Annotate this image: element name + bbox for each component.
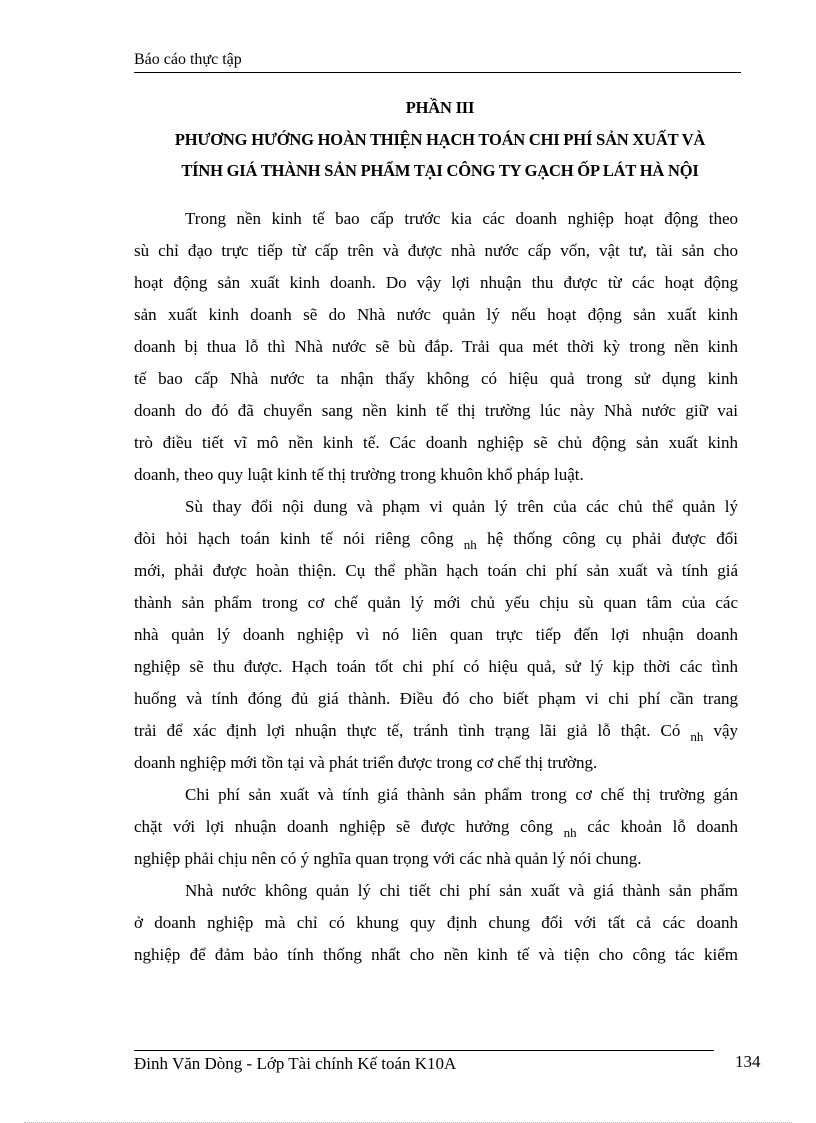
body-line: tế bao cấp Nhà nước ta nhận thấy không có hiệu quả trong sử dụng kinh xyxy=(134,369,738,388)
body-line: huống và tính đóng đủ giá thành. Điều đó cho biết phạm vi chi phí cần trang xyxy=(134,689,738,708)
body-line: sản xuất kinh doanh sẽ do Nhà nước quản lý nếu hoạt động sản xuất kinh xyxy=(134,305,738,324)
body-line-part: hệ thống công cụ phải được đổi xyxy=(487,529,739,548)
part-heading: PHẦN III xyxy=(405,98,475,117)
body-line: nghiệp để đảm bảo tính thống nhất cho nền kinh tế và tiện cho công tác kiểm xyxy=(134,945,738,964)
body-line: doanh, theo quy luật kinh tế thị trường trong khuôn khổ pháp luật. xyxy=(134,465,584,484)
body-line xyxy=(134,529,739,552)
body-line xyxy=(134,721,739,744)
body-line: nghiệp phải chịu nên có ý nghĩa quan trọng với các nhà quản lý nói chung. xyxy=(134,849,642,868)
body-line-part: trải để xác định lợi nhuận thực tế, tránh tình trạng lãi giả lỗ thật. Có xyxy=(134,721,681,740)
chapter-title-line-1: PHƯƠNG HƯỚNG HOÀN THIỆN HẠCH TOÁN CHI PHÍ SẢN XUẤT VÀ xyxy=(174,130,706,149)
body-line: Chi phí sản xuất và tính giá thành sản phẩm trong cơ chế thị trường gán xyxy=(185,785,738,804)
body-line: Trong nền kinh tế bao cấp trước kia các doanh nghiệp hoạt động theo xyxy=(185,209,738,228)
running-header: Báo cáo thực tập xyxy=(134,50,741,73)
body-line: doanh do đó đã chuyển sang nền kinh tế thị trường lúc này Nhà nước giữ vai xyxy=(134,401,738,420)
body-line: hoạt động sản xuất kinh doanh. Do vậy lợi nhuận thu được từ các hoạt động xyxy=(134,273,738,292)
footer-divider xyxy=(134,1050,714,1051)
body-line: nghiệp sẽ thu được. Hạch toán tốt chi phí có hiệu quả, sử lý kịp thời các tình xyxy=(134,657,738,676)
body-line: mới, phải được hoàn thiện. Cụ thể phần hạch toán chi phí sản xuất và tính giá xyxy=(134,561,738,580)
body-line: doanh bị thua lỗ thì Nhà nước sẽ bù đắp. Trải qua mét thời kỳ trong nền kinh xyxy=(134,337,738,356)
body-line-part: đòi hỏi hạch toán kinh tế nói riêng công xyxy=(134,529,454,548)
body-line: thành sản phẩm trong cơ chế quản lý mới chủ yếu chịu sù quan tâm của các xyxy=(134,593,738,612)
body-line-part: các khoản lỗ doanh xyxy=(587,817,739,836)
body-line-part: vậy xyxy=(713,721,739,740)
footer-author: Đinh Văn Dòng - Lớp Tài chính Kế toán K10A xyxy=(134,1054,457,1073)
chapter-title-line-2: TÍNH GIÁ THÀNH SẢN PHẨM TẠI CÔNG TY GẠCH ỐP LÁT HÀ NỘI xyxy=(181,161,699,180)
body-line: trò điều tiết vĩ mô nền kinh tế. Các doanh nghiệp sẽ chủ động sản xuất kinh xyxy=(134,433,738,452)
subscript-fragment: nh xyxy=(463,537,477,552)
body-line: Nhà nước không quản lý chi tiết chi phí sản xuất và giá thành sản phẩm xyxy=(185,881,738,900)
body-line xyxy=(134,817,739,840)
page-number: 134 xyxy=(735,1052,761,1071)
body-line: doanh nghiệp mới tồn tại và phát triển được trong cơ chế thị trường. xyxy=(134,753,598,772)
body-line: ở doanh nghiệp mà chỉ có khung quy định chung đối với tất cả các doanh xyxy=(134,913,738,932)
body-line: sù chỉ đạo trực tiếp từ cấp trên và được nhà nước cấp vốn, vật tư, tài sản cho xyxy=(134,241,738,260)
subscript-fragment: nh xyxy=(690,729,704,744)
body-line: nhà quản lý doanh nghiệp vì nó liên quan trực tiếp đến lợi nhuận doanh xyxy=(134,625,738,644)
body-line: Sù thay đổi nội dung và phạm vi quản lý trên của các chủ thể quản lý xyxy=(185,497,738,516)
subscript-fragment: nh xyxy=(563,825,577,840)
body-line-part: chặt với lợi nhuận doanh nghiệp sẽ được hưởng công xyxy=(134,817,553,836)
